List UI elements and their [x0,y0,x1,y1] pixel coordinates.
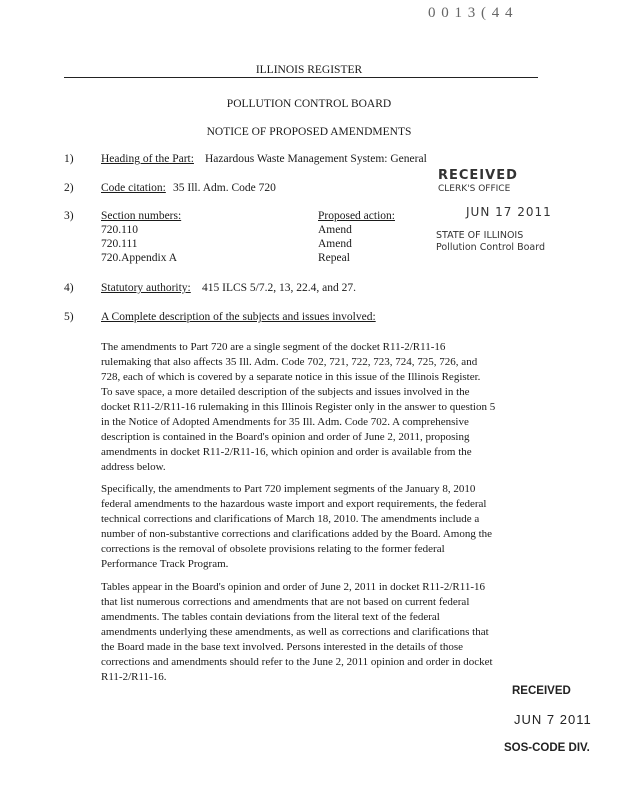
item-1-number: 1) [64,153,74,165]
proposed-action: Repeal [318,252,350,264]
clerk-stamp-office: CLERK'S OFFICE [438,184,511,194]
paragraph-line: To save space, a more detailed description of the subjects and issues involved in the [101,386,470,398]
paragraph-line: address below. [101,461,166,473]
paragraph-line: in the Notice of Adopted Amendments for 35 Ill. Adm. Code 702. A comprehensive [101,416,469,428]
paragraph-line: corrections and amendments should refer to the June 2, 2011 opinion and order in docket [101,656,493,668]
paragraph-line: amendments in docket R11-2/R11-16, which opinion and order is available from the [101,446,472,458]
item-2-number: 2) [64,182,74,194]
sos-stamp-date: JUN 7 2011 [514,712,592,727]
paragraph-line: number of non-substantive corrections and clarifications added by the Board. Among the [101,528,493,540]
clerk-stamp-board: Pollution Control Board [436,242,545,253]
description-paragraph-3 [101,580,541,685]
item-2-label: Code citation: [101,182,166,194]
clerk-stamp-date: JUN 17 2011 [466,205,552,219]
paragraph-line: R11-2/R11-16. [101,671,167,683]
paragraph-line: Performance Track Program. [101,558,229,570]
paragraph-line: rulemaking that also affects 35 Ill. Adm. Code 702, 721, 722, 723, 724, 725, 726, and [101,356,478,368]
paragraph-line: the Board made in the base text involved. Persons interested in the details of those [101,641,463,653]
paragraph-line: that list numerous corrections and amendments that are not based on current federal [101,596,470,608]
item-5-label: A Complete description of the subjects and issues involved: [101,311,376,323]
paragraph-line: Specifically, the amendments to Part 720 implement segments of the January 8, 2010 [101,483,476,495]
paragraph-line: Tables appear in the Board's opinion and order of June 2, 2011 in docket R11-2/R11-16 [101,581,485,593]
item-1-label: Heading of the Part: [101,153,194,165]
paragraph-line: docket R11-2/R11-16 rulemaking in this Illinois Register only in the answer to question 5 [101,401,496,413]
proposed-action-header: Proposed action: [318,210,395,222]
notice-title: NOTICE OF PROPOSED AMENDMENTS [206,126,412,138]
paragraph-line: amendments. The tables contain deviations from the literal text of the federal [101,611,440,623]
paragraph-line: amendments underlying these amendments, as well as corrections and clarifications that [101,626,489,638]
item-4-number: 4) [64,282,74,294]
proposed-action: Amend [318,224,352,236]
header-rule [64,77,538,78]
paragraph-line: corrections is the removal of obsolete provisions relating to the former federal [101,543,445,555]
corner-stamp-number: 0 0 1 3 ( 4 4 [428,5,514,21]
section-number: 720.111 [101,238,138,250]
paragraph-line: description is contained in the Board's opinion and order of June 2, 2011, proposing [101,431,470,443]
item-3-number: 3) [64,210,74,222]
proposed-action: Amend [318,238,352,250]
paragraph-line: federal amendments to the hazardous waste import and export requirements, the federal [101,498,487,510]
description-paragraph-1 [101,340,541,475]
paragraph-line: The amendments to Part 720 are a single segment of the docket R11-2/R11-16 [101,341,446,353]
description-paragraph-2 [101,482,541,572]
sos-stamp-division: SOS-CODE DIV. [504,742,590,754]
item-2-value: 35 Ill. Adm. Code 720 [173,182,276,194]
item-5-number: 5) [64,311,74,323]
paragraph-line: 728, each of which is covered by a separate notice in this issue of the Illinois Register. [101,371,481,383]
item-1-value: Hazardous Waste Management System: General [205,153,427,165]
clerk-stamp-received: RECEIVED [438,168,518,183]
item-4-value: 415 ILCS 5/7.2, 13, 22.4, and 27. [202,282,356,294]
section-number: 720.110 [101,224,138,236]
register-title: ILLINOIS REGISTER [255,64,363,76]
item-4-label: Statutory authority: [101,282,191,294]
section-number: 720.Appendix A [101,252,178,264]
section-numbers-header: Section numbers: [101,210,182,222]
board-name: POLLUTION CONTROL BOARD [226,98,392,110]
paragraph-line: technical corrections and clarifications of March 18, 2010. The amendments include a [101,513,480,525]
sos-stamp-received: RECEIVED [512,685,571,697]
clerk-stamp-state: STATE OF ILLINOIS [436,230,524,241]
